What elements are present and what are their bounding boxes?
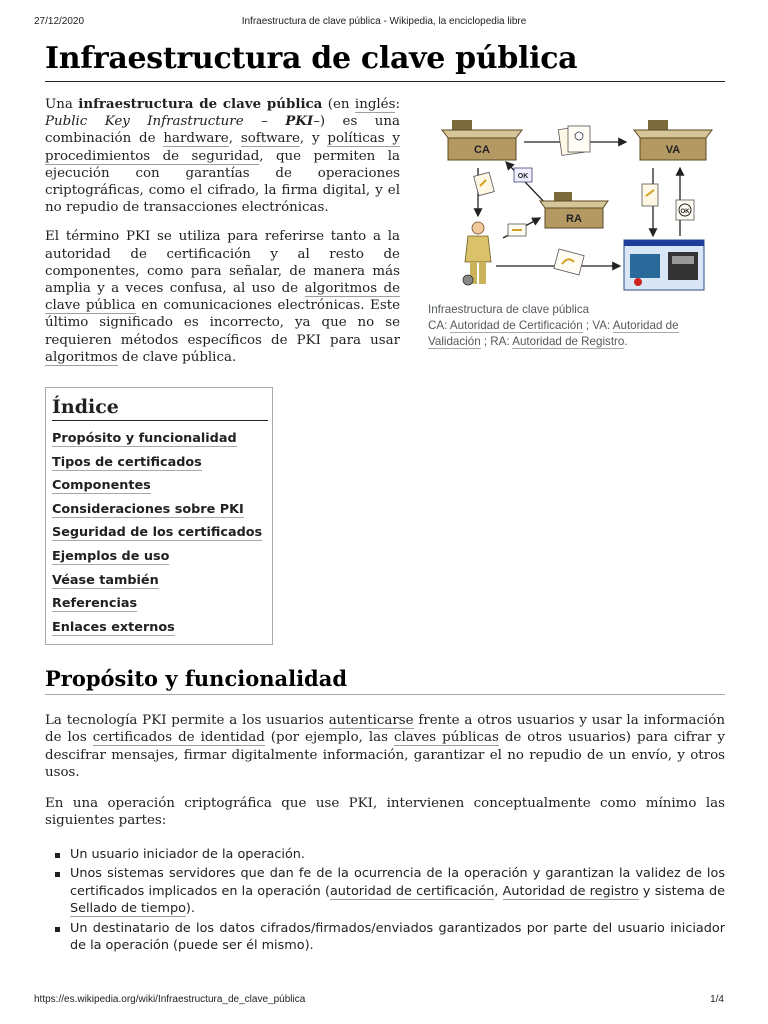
toc-item-label[interactable]: Seguridad de los certificados bbox=[52, 525, 263, 541]
toc-title: Índice bbox=[52, 394, 268, 421]
text: : bbox=[395, 97, 400, 112]
section-paragraph-2: En una operación criptográfica que use PKI, intervienen conceptualmente como mínimo las siguientes partes: bbox=[45, 795, 725, 829]
toc-item-label[interactable]: Enlaces externos bbox=[52, 619, 175, 635]
pki-diagram[interactable] bbox=[428, 96, 718, 296]
page-title: Infraestructura de clave pública bbox=[45, 37, 725, 82]
text: (por ejemplo, las bbox=[264, 730, 395, 746]
link-politicas-seguridad[interactable]: políticas y procedimientos de seguridad bbox=[45, 131, 400, 164]
page-number: 1/4 bbox=[710, 994, 724, 1005]
text: Unos sistemas servidores que dan fe de la ocurrencia de la operación y garantizan la validez de los certificados implicados en la operación ( bbox=[70, 866, 725, 899]
link-algoritmos-clave-publica[interactable]: algoritmos de clave pública bbox=[45, 281, 400, 314]
ok-stamp-icon bbox=[514, 168, 532, 182]
text: CA: bbox=[428, 319, 450, 332]
certificate-icon bbox=[508, 224, 526, 236]
caption-legend bbox=[428, 318, 718, 350]
certificate-icon bbox=[474, 172, 495, 195]
print-url: https://es.wikipedia.org/wiki/Infraestructura_de_clave_pública bbox=[34, 994, 306, 1005]
toc-item[interactable] bbox=[52, 427, 267, 451]
merchant-screen-icon bbox=[624, 240, 704, 290]
toc-item[interactable] bbox=[52, 569, 267, 593]
ok-stamp-icon bbox=[676, 200, 694, 220]
ok-label: OK bbox=[517, 173, 529, 180]
text: de clave pública. bbox=[117, 349, 237, 365]
toc-list bbox=[52, 427, 267, 639]
va-desk-icon bbox=[634, 120, 712, 160]
link-algoritmos[interactable]: algoritmos bbox=[45, 349, 118, 365]
toc-item[interactable] bbox=[52, 545, 267, 569]
link-claves-publicas[interactable]: claves públicas bbox=[394, 730, 499, 746]
toc-item[interactable] bbox=[52, 521, 267, 545]
link-autoridad-registro-body[interactable]: Autoridad de registro bbox=[502, 883, 639, 899]
print-header bbox=[34, 16, 734, 30]
print-date: 27/12/2020 bbox=[34, 16, 85, 27]
va-label: VA bbox=[665, 144, 681, 156]
pki-figure bbox=[428, 96, 718, 350]
toc-item-label[interactable]: Ejemplos de uso bbox=[52, 548, 170, 564]
toc-item-label[interactable]: Véase también bbox=[52, 572, 159, 588]
text: . bbox=[624, 335, 628, 348]
section-paragraph-1 bbox=[45, 712, 725, 782]
certificate-icon bbox=[558, 126, 590, 155]
ca-label: CA bbox=[474, 144, 490, 156]
text: , y bbox=[299, 131, 328, 147]
toc-item-label[interactable]: Consideraciones sobre PKI bbox=[52, 501, 244, 517]
text: El término PKI se utiliza para referirse tanto a la autoridad de certificación y al resto de componentes, como para señalar, de manera más amplia y a veces confusa, al uso de bbox=[45, 229, 400, 297]
italic-term: Public Key Infrastructure bbox=[45, 114, 244, 130]
text: – bbox=[243, 114, 286, 130]
link-software[interactable]: software bbox=[240, 131, 300, 147]
caption-title: Infraestructura de clave pública bbox=[428, 303, 590, 316]
print-footer bbox=[34, 994, 734, 1008]
print-page-title: Infraestructura de clave pública - Wikipedia, la enciclopedia libre bbox=[241, 16, 527, 27]
table-of-contents bbox=[45, 387, 273, 645]
lead-paragraph-1 bbox=[45, 96, 400, 216]
lead-section bbox=[45, 96, 400, 378]
text: La tecnología PKI permite a los usuarios bbox=[45, 713, 329, 728]
list-item: Un usuario iniciador de la operación. bbox=[45, 846, 725, 863]
toc-item[interactable] bbox=[52, 474, 267, 498]
text: ; RA: bbox=[480, 335, 513, 348]
text: Una bbox=[45, 97, 79, 112]
link-autoridad-certificacion[interactable]: Autoridad de Certificación bbox=[449, 319, 583, 332]
toc-item-label[interactable]: Referencias bbox=[52, 596, 138, 612]
parties-list bbox=[45, 846, 725, 956]
toc-item[interactable] bbox=[52, 616, 267, 640]
text: , que permiten la ejecución con garantías de operaciones criptográficas, como el cifrado, la firma digital, y el no repudio de transacciones electrónicas. bbox=[45, 148, 400, 216]
ra-desk-icon bbox=[540, 192, 608, 228]
bold-term: infraestructura de clave pública bbox=[78, 96, 323, 112]
link-sellado-tiempo[interactable]: Sellado de tiempo bbox=[70, 901, 186, 917]
text: ). bbox=[185, 901, 195, 917]
text: en comunicaciones electrónicas. Este último significado es incorrecto, ya que no se requieren métodos específicos de PKI para usar bbox=[45, 298, 401, 348]
text: –) es una combinación de bbox=[45, 114, 400, 147]
link-autoridad-certificacion-body[interactable]: autoridad de certificación bbox=[329, 883, 495, 899]
text: , bbox=[494, 883, 503, 899]
link-ingles[interactable]: inglés bbox=[354, 97, 396, 112]
certificate-icon bbox=[642, 184, 658, 206]
toc-item-label[interactable]: Tipos de certificados bbox=[52, 454, 202, 470]
toc-item-label[interactable]: Componentes bbox=[52, 478, 151, 494]
link-hardware[interactable]: hardware bbox=[163, 131, 229, 147]
ok-label: OK bbox=[680, 209, 690, 215]
link-autoridad-validacion[interactable]: Autoridad de Validación bbox=[428, 319, 679, 348]
list-item: Un destinatario de los datos cifrados/firmados/enviados garantizados por parte del usuario iniciador de la operación (puede ser él mismo). bbox=[45, 920, 725, 955]
signed-document-icon bbox=[554, 249, 584, 275]
link-certificados-identidad[interactable]: certificados de identidad bbox=[92, 730, 265, 746]
figure-caption bbox=[428, 302, 718, 350]
toc-item[interactable] bbox=[52, 498, 267, 522]
section-body bbox=[45, 712, 725, 842]
section-heading-proposito: Propósito y funcionalidad bbox=[45, 664, 725, 695]
toc-item[interactable] bbox=[52, 451, 267, 475]
toc-item[interactable] bbox=[52, 592, 267, 616]
user-icon bbox=[463, 222, 491, 285]
toc-item-label[interactable]: Propósito y funcionalidad bbox=[52, 431, 237, 446]
link-autenticarse[interactable]: autenticarse bbox=[328, 713, 414, 728]
acronym-pki: PKI bbox=[285, 113, 314, 130]
text: (en bbox=[322, 97, 355, 112]
ca-desk-icon bbox=[442, 120, 522, 160]
lead-paragraph-2 bbox=[45, 228, 400, 366]
ra-label: RA bbox=[566, 213, 582, 225]
link-autoridad-registro[interactable]: Autoridad de Registro bbox=[512, 335, 625, 348]
text: frente a otros usuarios y usar la información de los bbox=[45, 713, 725, 746]
text: y sistema de bbox=[638, 883, 725, 899]
text: de otros usuarios) para cifrar y descifrar mensajes, firmar digitalmente información, garantizar el no repudio de un envío, y otros usos. bbox=[45, 730, 726, 781]
text: , bbox=[228, 131, 241, 147]
text: ; VA: bbox=[582, 319, 613, 332]
list-item bbox=[45, 865, 725, 917]
